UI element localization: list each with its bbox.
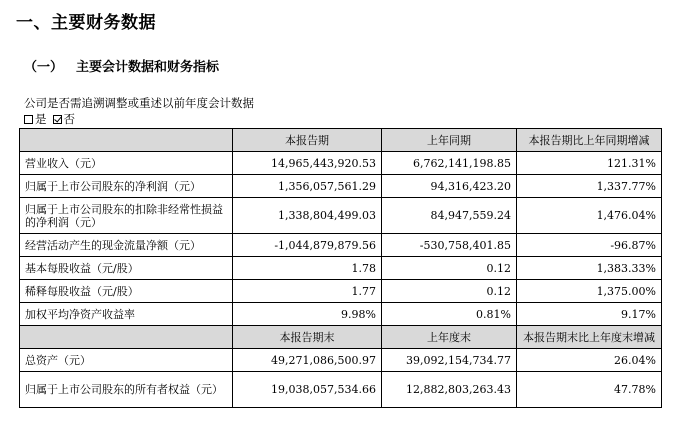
- table-row: [20, 234, 662, 257]
- row-label: 基本每股收益（元/股）: [20, 257, 233, 280]
- table-row: [20, 372, 662, 408]
- prior-value: 12,882,803,263.43: [382, 372, 517, 408]
- row-label: 加权平均净资产收益率: [20, 303, 233, 326]
- header-prior-year-end: 上年度末: [382, 326, 517, 349]
- row-label: 稀释每股收益（元/股）: [20, 280, 233, 303]
- option-no-label: 否: [63, 112, 75, 126]
- prior-value: 6,762,141,198.85: [382, 152, 517, 175]
- section-title: 一、主要财务数据: [16, 13, 156, 33]
- row-label: 归属于上市公司股东的扣除非经常性损益的净利润（元）: [20, 198, 233, 234]
- financial-data-table: [19, 128, 662, 408]
- change-value: 47.78%: [517, 372, 662, 408]
- row-label: 归属于上市公司股东的所有者权益（元）: [20, 372, 233, 408]
- prior-value: 84,947,559.24: [382, 198, 517, 234]
- row-label: 归属于上市公司股东的净利润（元）: [20, 175, 233, 198]
- current-value: 49,271,086,500.97: [233, 349, 382, 372]
- subsection-number: （一）: [24, 60, 64, 75]
- change-value: 1,375.00%: [517, 280, 662, 303]
- table-row: [20, 175, 662, 198]
- retro-adjust-question: 公司是否需追溯调整或重述以前年度会计数据: [24, 96, 254, 110]
- current-value: 19,038,057,534.66: [233, 372, 382, 408]
- change-value: 1,337.77%: [517, 175, 662, 198]
- current-value: 1.77: [233, 280, 382, 303]
- current-value: 9.98%: [233, 303, 382, 326]
- header-change: 本报告期比上年同期增减: [517, 129, 662, 152]
- checkbox-no[interactable]: [53, 115, 62, 124]
- option-yes-label: 是: [35, 112, 47, 126]
- table-row: [20, 152, 662, 175]
- change-value: 121.31%: [517, 152, 662, 175]
- table-row: [20, 349, 662, 372]
- change-value: 26.04%: [517, 349, 662, 372]
- table-header-row: [20, 129, 662, 152]
- table-row: [20, 198, 662, 234]
- table-row: [20, 257, 662, 280]
- header-current-period: 本报告期: [233, 129, 382, 152]
- current-value: 1,338,804,499.03: [233, 198, 382, 234]
- current-value: 1,356,057,561.29: [233, 175, 382, 198]
- table-row: [20, 280, 662, 303]
- header-change: 本报告期末比上年度末增减: [517, 326, 662, 349]
- row-label: 营业收入（元）: [20, 152, 233, 175]
- prior-value: 0.81%: [382, 303, 517, 326]
- subsection-heading: [24, 56, 219, 75]
- change-value: 1,383.33%: [517, 257, 662, 280]
- row-label: 总资产（元）: [20, 349, 233, 372]
- current-value: 14,965,443,920.53: [233, 152, 382, 175]
- change-value: 9.17%: [517, 303, 662, 326]
- prior-value: 0.12: [382, 257, 517, 280]
- prior-value: 0.12: [382, 280, 517, 303]
- change-value: 1,476.04%: [517, 198, 662, 234]
- prior-value: -530,758,401.85: [382, 234, 517, 257]
- header-prior-period: 上年同期: [382, 129, 517, 152]
- row-label: 经营活动产生的现金流量净额（元）: [20, 234, 233, 257]
- retro-adjust-options: [24, 111, 75, 127]
- subsection-title: 主要会计数据和财务指标: [76, 60, 220, 75]
- table-row: [20, 303, 662, 326]
- header-cell-blank: [20, 326, 233, 349]
- current-value: 1.78: [233, 257, 382, 280]
- header-current-period-end: 本报告期末: [233, 326, 382, 349]
- checkbox-yes[interactable]: [24, 115, 33, 124]
- prior-value: 94,316,423.20: [382, 175, 517, 198]
- change-value: -96.87%: [517, 234, 662, 257]
- prior-value: 39,092,154,734.77: [382, 349, 517, 372]
- current-value: -1,044,879,879.56: [233, 234, 382, 257]
- table-header-row: [20, 326, 662, 349]
- header-cell-blank: [20, 129, 233, 152]
